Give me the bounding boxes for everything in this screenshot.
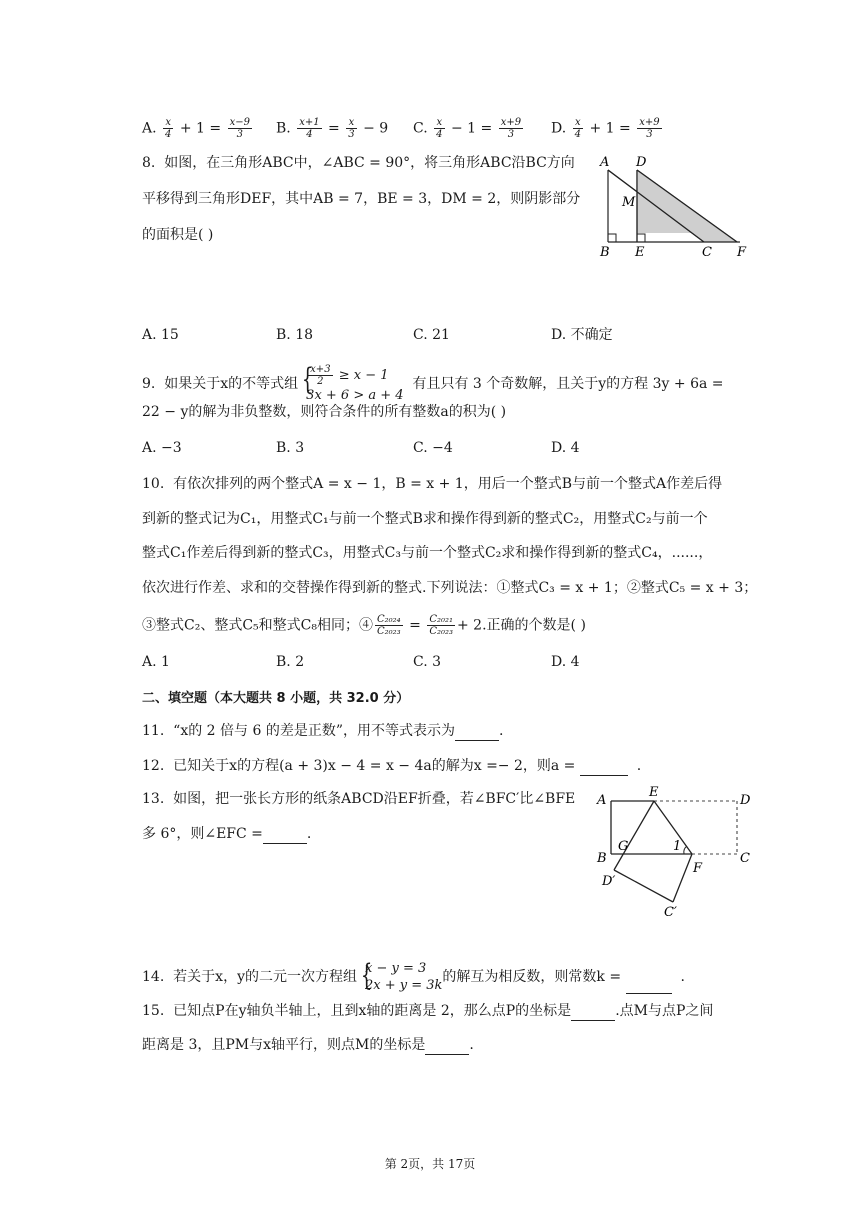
q13-label-a: A xyxy=(597,793,607,808)
q8-label-e: E xyxy=(635,245,645,260)
q13-label-c-prime: C′ xyxy=(664,905,677,920)
q8-label-b: B xyxy=(600,245,610,260)
q8-option-b: B. 18 xyxy=(276,327,314,343)
q8-line-2: 平移得到三角形DEF，其中AB = 7，BE = 3，DM = 2，则阴影部分 xyxy=(142,191,581,207)
q13-label-f: F xyxy=(693,861,703,876)
q13-label-angle-1: 1 xyxy=(673,839,682,854)
q13-label-b: B xyxy=(597,851,607,866)
q15-line-1: 15. 已知点P在y轴负半轴上，且到x轴的距离是 2，那么点P的坐标是 .点M与点P之间 xyxy=(142,1003,714,1019)
q13-line-1: 13. 如图，把一张长方形的纸条ABCD沿EF折叠，若∠BFC′比∠BFE xyxy=(142,791,576,807)
q13-label-g: G xyxy=(618,839,629,854)
q10-line-4: 依次进行作差、求和的交替操作得到新的整式.下列说法：①整式C₃ = x + 1；②整式C₅ = x + 3； xyxy=(142,580,758,596)
q9-option-c: C. −4 xyxy=(413,440,453,456)
q10-line-3: 整式C₁作差后得到新的整式C₃，用整式C₃与前一个整式C₂求和操作得到新的整式C₄，......， xyxy=(142,545,713,561)
q12-answer-blank[interactable] xyxy=(580,759,628,776)
q14-line: 14. 若关于x，y的二元一次方程组 { x − y = 3 2x + y = 3k 的解互为相反数，则常数k = . xyxy=(142,958,685,993)
q8-label-d: D xyxy=(636,155,647,170)
q10-option-b: B. 2 xyxy=(276,654,305,670)
page-footer: 第 2页，共 17页 xyxy=(384,1157,476,1171)
q15-line-2: 距离是 3，且PM与x轴平行，则点M的坐标是 . xyxy=(142,1037,474,1053)
q10-option-c: C. 3 xyxy=(413,654,442,670)
q15-answer-blank-2[interactable] xyxy=(425,1038,469,1055)
q12-line: 12. 已知关于x的方程(a + 3)x − 4 = x − 4a的解为x =− 2，则a = . xyxy=(142,758,642,774)
q13-label-e: E xyxy=(649,785,659,800)
q10-option-d: D. 4 xyxy=(551,654,580,670)
q13-label-d-prime: D′ xyxy=(602,874,616,889)
q14-answer-blank[interactable] xyxy=(626,977,672,994)
q8-label-f: F xyxy=(737,245,747,260)
q7-option-d: D. $\frac{x}{4}$ + 1 = $\frac{x+9}{3}$ xyxy=(551,117,660,140)
q8-label-c: C xyxy=(702,245,712,260)
q10-line-2: 到新的整式记为C₁，用整式C₁与前一个整式B求和操作得到新的整式C₂，用整式C₂与前一个 xyxy=(142,511,708,527)
q13-line-2: 多 6°，则∠EFC = . xyxy=(142,826,312,842)
q8-line-3: 的面积是( ) xyxy=(142,227,214,243)
q13-label-c: C xyxy=(740,851,750,866)
q9-inequality-system: { $\frac{x+3}{2}$ ≥ x − 1 3x + 6 > a + 4 xyxy=(301,362,404,403)
q13-folded-paper-figure xyxy=(592,784,760,920)
q8-label-m: M xyxy=(622,195,636,210)
q9-option-b: B. 3 xyxy=(276,440,305,456)
q10-line-5: ③整式C₂、整式C₅和整式C₈相同；④ $\frac{\text{C₂₀₂₄}}{\text{C₂₀₂₃}}$ = $\frac{\text{C₂₀₂₁}}{\text{C₂₀₂₃}}$ + 2.正确的个数是( ) xyxy=(142,614,586,637)
q8-label-a: A xyxy=(600,155,610,170)
q8-triangle-figure xyxy=(592,150,760,262)
q9-option-d: D. 4 xyxy=(551,440,580,456)
q10-line-1: 10. 有依次排列的两个整式A = x − 1，B = x + 1，用后一个整式B与前一个整式A作差后得 xyxy=(142,476,723,492)
q14-equation-system: { x − y = 3 2x + y = 3k xyxy=(360,958,443,993)
q8-option-c: C. 21 xyxy=(413,327,450,343)
q7-option-b: B. $\frac{x+1}{4}$ = $\frac{x}{3}$ − 9 xyxy=(276,117,389,140)
q7-option-c: C. $\frac{x}{4}$ − 1 = $\frac{x+9}{3}$ xyxy=(413,117,522,140)
q9-line-1: 9. 如果关于x的不等式组 { $\frac{x+3}{2}$ ≥ x − 1 3x + 6 > a + 4 有且只有 3 个奇数解，且关于y的方程 3y + 6a = xyxy=(142,362,724,403)
q7-option-a: A. $\frac{x}{4}$ + 1 = $\frac{x-9}{3}$ xyxy=(142,117,250,140)
q9-option-a: A. −3 xyxy=(142,440,182,456)
q13-label-d: D xyxy=(740,793,751,808)
q9-line-2: 22 − y的解为非负整数，则符合条件的所有整数a的积为( ) xyxy=(142,404,507,420)
q8-option-a: A. 15 xyxy=(142,327,179,343)
q8-line-1: 8. 如图，在三角形ABC中，∠ABC = 90°，将三角形ABC沿BC方向 xyxy=(142,155,575,171)
q15-answer-blank-1[interactable] xyxy=(571,1004,615,1021)
q13-answer-blank[interactable] xyxy=(263,827,307,844)
section-heading-fill-in: 二、填空题（本大题共 8 小题，共 32.0 分） xyxy=(142,691,410,706)
q8-option-d: D. 不确定 xyxy=(551,327,613,343)
q11-line: 11. “x的 2 倍与 6 的差是正数”，用不等式表示为 . xyxy=(142,723,504,739)
q10-option-a: A. 1 xyxy=(142,654,170,670)
q11-answer-blank[interactable] xyxy=(455,724,499,741)
